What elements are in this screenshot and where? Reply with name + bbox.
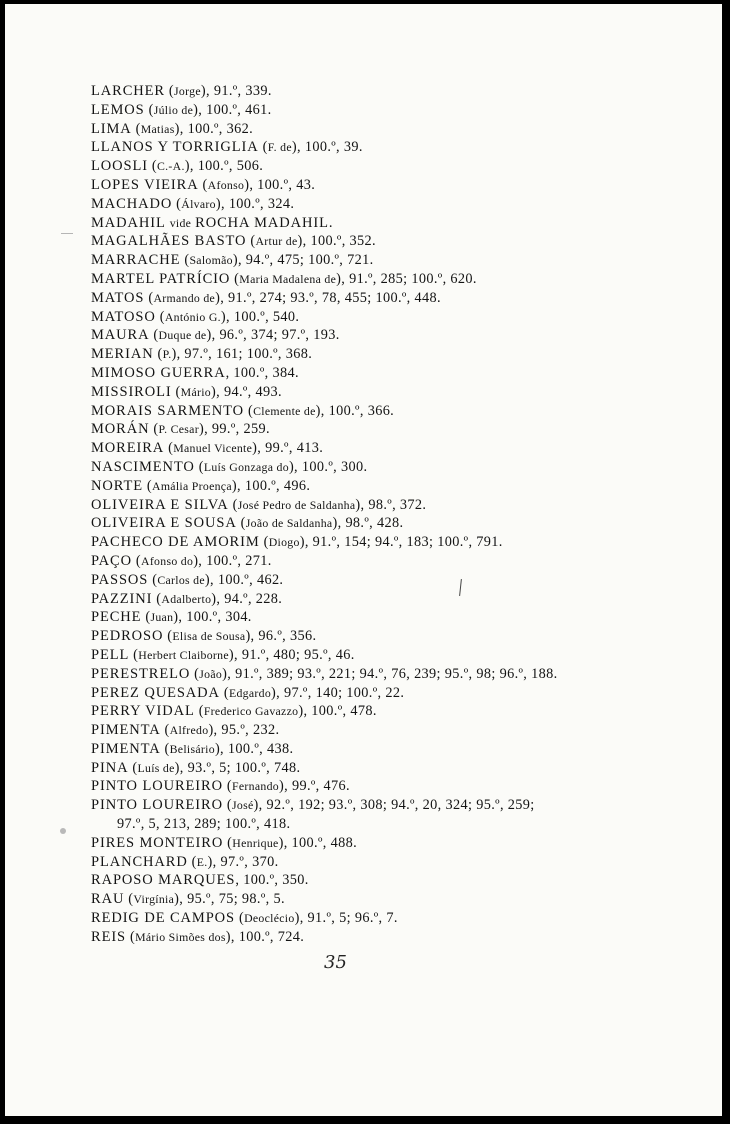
entry-name: MARRACHE xyxy=(91,252,181,269)
entry-detail: Afonso xyxy=(207,177,245,192)
index-entry: PERRY VIDAL (Frederico Gavazzo), 100.º, 478. xyxy=(91,703,377,720)
entry-refs: 100.º, 540. xyxy=(233,308,300,325)
entry-refs: 100.º, 324. xyxy=(228,195,295,212)
entry-name: RAPOSO MARQUES xyxy=(91,872,236,889)
entry-detail: Álvaro xyxy=(181,196,216,211)
entry-detail: Virgínia xyxy=(133,892,175,907)
entry-name: LARCHER xyxy=(91,83,165,99)
entry-detail: Clemente de xyxy=(253,403,316,418)
entry-refs: 99.º, 476. xyxy=(291,778,350,795)
margin-dot xyxy=(60,828,66,834)
index-entry: PACHECO DE AMORIM (Diogo), 91.º, 154; 94.º, 183; 100.º, 791. xyxy=(91,534,503,551)
entry-detail: Belisário xyxy=(169,741,215,756)
entry-detail: Luís Gonzaga do xyxy=(203,459,289,474)
index-entry: PASSOS (Carlos de), 100.º, 462. xyxy=(91,571,284,588)
entry-refs: 91.º, 389; 93.º, 221; 94.º, 76, 239; 95.º, 98; 96.º, 188. xyxy=(235,665,558,682)
index-entry: MAURA (Duque de), 96.º, 374; 97.º, 193. xyxy=(91,327,340,344)
entry-name: PELL xyxy=(91,646,130,663)
entry-name: PASSOS xyxy=(91,571,149,588)
entry-detail: Herbert Claiborne xyxy=(138,647,229,662)
entry-refs: 100.º, 43. xyxy=(257,176,316,193)
entry-name: PERRY VIDAL xyxy=(91,703,195,720)
entry-refs: 96.º, 356. xyxy=(258,628,317,645)
index-entry: MOREIRA (Manuel Vicente), 99.º, 413. xyxy=(91,440,324,457)
index-entry: LARCHER (Jorge), 91.º, 339. xyxy=(91,83,272,99)
entry-refs: 100.º, 350. xyxy=(243,872,309,889)
entry-name: MISSIROLI xyxy=(91,383,172,400)
entry-name: PIMENTA xyxy=(91,740,161,757)
entry-refs: 100.º, 362. xyxy=(187,120,254,137)
entry-detail: Mário Simões dos xyxy=(135,929,226,944)
index-entry: PIMENTA (Belisário), 100.º, 438. xyxy=(91,740,294,757)
entry-refs: 100.º, 462. xyxy=(217,571,284,588)
entry-name: MAURA xyxy=(91,327,150,344)
entry-detail: P. Cesar xyxy=(158,422,199,437)
index-entry: PIRES MONTEIRO (Henrique), 100.º, 488. xyxy=(91,834,358,851)
index-entry: PECHE (Juan), 100.º, 304. xyxy=(91,609,252,626)
entry-name: LIMA xyxy=(91,120,132,137)
entry-detail: Edgardo xyxy=(228,685,272,700)
entry-name: MERIAN xyxy=(91,346,154,363)
index-entry: REIS (Mário Simões dos), 100.º, 724. xyxy=(91,928,305,945)
entry-refs: 100.º, 724. xyxy=(238,928,305,945)
entry-detail: António G. xyxy=(164,309,221,324)
entry-detail: Manuel Vicente xyxy=(173,441,253,456)
entry-refs: 100.º, 496. xyxy=(244,477,311,494)
index-entry: PLANCHARD (E.), 97.º, 370. xyxy=(91,853,279,870)
entry-refs: 99.º, 413. xyxy=(265,440,324,457)
entry-refs: 100.º, 352. xyxy=(310,233,376,250)
entry-detail: Henrique xyxy=(232,835,279,850)
entry-detail: João de Saldanha xyxy=(245,516,333,531)
entry-refs: 95.º, 75; 98.º, 5. xyxy=(187,891,285,908)
index-entry: LIMA (Matias), 100.º, 362. xyxy=(91,120,254,137)
entry-refs: 97.º, 161; 100.º, 368. xyxy=(184,346,313,363)
index-entry: MORÁN (P. Cesar), 99.º, 259. xyxy=(91,421,270,438)
entry-name: PIRES MONTEIRO xyxy=(91,834,224,851)
entry-refs: 100.º, 300. xyxy=(301,458,368,475)
entry-detail: Amália Proença xyxy=(152,478,232,493)
index-entry: PIMENTA (Alfredo), 95.º, 232. xyxy=(91,722,280,739)
entry-name: OLIVEIRA E SOUSA xyxy=(91,515,237,532)
entry-refs: 100.º, 478. xyxy=(311,703,377,720)
entry-name: LOPES VIEIRA xyxy=(91,176,199,193)
entry-name: PEDROSO xyxy=(91,628,164,645)
index-entry: RAU (Virgínia), 95.º, 75; 98.º, 5. xyxy=(91,891,285,908)
index-entry: MAGALHÃES BASTO (Artur de), 100.º, 352. xyxy=(91,233,376,250)
margin-mark xyxy=(61,233,73,234)
entry-name: PLANCHARD xyxy=(91,853,188,870)
index-entry: NORTE (Amália Proença), 100.º, 496. xyxy=(91,477,311,494)
entry-refs: 94.º, 493. xyxy=(223,383,282,400)
index-entry: OLIVEIRA E SOUSA (João de Saldanha), 98.º, 428. xyxy=(91,515,404,532)
entry-detail: João xyxy=(199,666,223,681)
index-entry xyxy=(91,214,691,233)
index-entry: PINA (Luís de), 93.º, 5; 100.º, 748. xyxy=(91,759,301,776)
entry-refs: 100.º, 461. xyxy=(206,101,272,118)
entry-refs: 100.º, 488. xyxy=(291,834,358,851)
entry-refs: 91.º, 285; 100.º, 620. xyxy=(349,270,477,287)
entry-refs: 94.º, 475; 100.º, 721. xyxy=(245,252,374,269)
index-entry: RAPOSO MARQUES, 100.º, 350. xyxy=(91,872,309,889)
index-entry: PAÇO (Afonso do), 100.º, 271. xyxy=(91,552,272,569)
entry-refs: 100.º, 366. xyxy=(328,402,395,419)
entry-refs: ROCHA MADAHIL. xyxy=(195,214,334,231)
entry-name: MATOSO xyxy=(91,308,156,325)
entry-refs: 94.º, 228. xyxy=(224,590,283,607)
entry-refs: 91.º, 5; 96.º, 7. xyxy=(307,910,398,927)
entry-name: MOREIRA xyxy=(91,440,165,457)
entry-detail: Maria Madalena de xyxy=(239,271,337,286)
entry-refs: 98.º, 372. xyxy=(368,496,427,513)
entry-name: MARTEL PATRÍCIO xyxy=(91,270,231,287)
index-entry: MATOS (Armando de), 91.º, 274; 93.º, 78, 455; 100.º, 448. xyxy=(91,289,441,306)
entry-name: MORAIS SARMENTO xyxy=(91,402,245,419)
index-entry: PERESTRELO (João), 91.º, 389; 93.º, 221; 94.º, 76, 239; 95.º, 98; 96.º, 188. xyxy=(91,665,558,682)
entry-name: PACHECO DE AMORIM xyxy=(91,534,260,551)
entry-refs: 91.º, 339. xyxy=(213,83,272,99)
entry-detail: Diogo xyxy=(268,535,300,550)
entry-refs: 99.º, 259. xyxy=(211,421,270,438)
entry-refs: 91.º, 154; 94.º, 183; 100.º, 791. xyxy=(312,534,503,551)
entry-refs: 97.º, 140; 100.º, 22. xyxy=(284,684,405,701)
entry-detail: Luís de xyxy=(137,760,175,775)
entry-name: MORÁN xyxy=(91,421,150,438)
entry-name: PEREZ QUESADA xyxy=(91,684,220,701)
entry-name: MACHADO xyxy=(91,195,173,212)
index-entry: MARTEL PATRÍCIO (Maria Madalena de), 91.º, 285; 100.º, 620. xyxy=(91,270,477,287)
entry-detail: Frederico Gavazzo xyxy=(203,704,299,719)
entry-name: PINTO LOUREIRO xyxy=(91,797,223,814)
entry-refs: 97.º, 370. xyxy=(220,853,279,870)
index-entry: PINTO LOUREIRO (José), 92.º, 192; 93.º, 308; 94.º, 20, 324; 95.º, 259; 97.º, 5, 213, 289; 100.º, 418. xyxy=(91,796,691,834)
index-entry: PEREZ QUESADA (Edgardo), 97.º, 140; 100.º, 22. xyxy=(91,684,405,701)
entry-detail: C.-A. xyxy=(157,159,185,174)
entry-name: PAÇO xyxy=(91,552,132,569)
index-entry: LEMOS (Júlio de), 100.º, 461. xyxy=(91,101,272,118)
entry-name: MIMOSO GUERRA xyxy=(91,364,226,381)
index-entry: OLIVEIRA E SILVA (José Pedro de Saldanha), 98.º, 372. xyxy=(91,496,427,513)
index-entry: NASCIMENTO (Luís Gonzaga do), 100.º, 300. xyxy=(91,458,368,475)
entry-name: PERESTRELO xyxy=(91,665,191,682)
entry-detail: Matias xyxy=(140,121,175,136)
entry-detail: Júlio de xyxy=(153,102,194,117)
entry-name: MATOS xyxy=(91,289,145,306)
entry-detail: José xyxy=(232,798,254,813)
entry-name: REDIG DE CAMPOS xyxy=(91,910,236,927)
index-entries xyxy=(91,82,691,947)
entry-detail: Salomão xyxy=(189,253,233,268)
entry-refs: 93.º, 5; 100.º, 748. xyxy=(187,759,301,776)
entry-detail: Duque de xyxy=(158,328,207,343)
index-entry: MATOSO (António G.), 100.º, 540. xyxy=(91,308,300,325)
entry-refs: 100.º, 438. xyxy=(227,740,294,757)
entry-refs: 91.º, 480; 95.º, 46. xyxy=(241,646,355,663)
index-entry: LOPES VIEIRA (Afonso), 100.º, 43. xyxy=(91,176,316,193)
entry-detail: Fernando xyxy=(232,779,279,794)
entry-refs: 92.º, 192; 93.º, 308; 94.º, 20, 324; 95.º, 259; xyxy=(266,797,535,814)
index-entry: LLANOS Y TORRIGLIA (F. de), 100.º, 39. xyxy=(91,139,363,156)
entry-detail: P. xyxy=(162,347,172,362)
entry-detail: Deoclécio xyxy=(244,911,295,926)
entry-detail: Juan xyxy=(150,610,174,625)
index-entry: MISSIROLI (Mário), 94.º, 493. xyxy=(91,383,282,400)
index-entry: MERIAN (P.), 97.º, 161; 100.º, 368. xyxy=(91,346,313,363)
entry-name: PECHE xyxy=(91,609,142,626)
entry-name: NORTE xyxy=(91,477,143,494)
entry-refs: 100.º, 506. xyxy=(197,158,264,175)
entry-detail: Mário xyxy=(180,384,211,399)
entry-refs: 96.º, 374; 97.º, 193. xyxy=(219,327,340,344)
entry-detail: vide xyxy=(169,215,192,230)
index-entry: PEDROSO (Elisa de Sousa), 96.º, 356. xyxy=(91,628,317,645)
index-entry: PINTO LOUREIRO (Fernando), 99.º, 476. xyxy=(91,778,350,795)
entry-refs: 100.º, 304. xyxy=(186,609,252,626)
entry-detail: F. de xyxy=(267,140,292,155)
entry-refs: 100.º, 384. xyxy=(233,364,299,381)
entry-detail: Elisa de Sousa xyxy=(172,629,246,644)
page-number: 35 xyxy=(324,952,347,973)
index-entry: MARRACHE (Salomão), 94.º, 475; 100.º, 721. xyxy=(91,252,374,269)
entry-name: PINA xyxy=(91,759,129,776)
entry-name: MAGALHÃES BASTO xyxy=(91,233,247,250)
index-entry: MIMOSO GUERRA, 100.º, 384. xyxy=(91,364,299,381)
entry-name: PIMENTA xyxy=(91,722,161,739)
index-entry: MORAIS SARMENTO (Clemente de), 100.º, 366. xyxy=(91,402,395,419)
entry-detail: Jorge xyxy=(174,84,201,98)
entry-name: LOOSLI xyxy=(91,158,148,175)
entry-name: LLANOS Y TORRIGLIA xyxy=(91,139,259,156)
entry-detail: Armando de xyxy=(153,290,216,305)
entry-detail: Alfredo xyxy=(169,723,209,738)
entry-detail: Afonso do xyxy=(141,553,194,568)
entry-detail: Adalberto xyxy=(161,591,212,606)
index-page xyxy=(5,4,722,1116)
entry-detail: Carlos de xyxy=(157,572,205,587)
entry-detail: José Pedro de Saldanha xyxy=(237,497,356,512)
index-entry: PELL (Herbert Claiborne), 91.º, 480; 95.º, 46. xyxy=(91,646,355,663)
entry-detail: Artur de xyxy=(255,234,298,249)
entry-name: RAU xyxy=(91,891,125,908)
entry-refs: 98.º, 428. xyxy=(345,515,404,532)
entry-name: NASCIMENTO xyxy=(91,458,195,475)
index-entry: PAZZINI (Adalberto), 94.º, 228. xyxy=(91,590,283,607)
entry-refs: 91.º, 274; 93.º, 78, 455; 100.º, 448. xyxy=(228,289,441,306)
entry-name: REIS xyxy=(91,928,127,945)
entry-name: OLIVEIRA E SILVA xyxy=(91,496,229,513)
index-entry: MACHADO (Álvaro), 100.º, 324. xyxy=(91,195,295,212)
index-entry: REDIG DE CAMPOS (Deoclécio), 91.º, 5; 96.º, 7. xyxy=(91,910,398,927)
entry-name: PINTO LOUREIRO xyxy=(91,778,223,795)
entry-refs: 100.º, 39. xyxy=(304,139,363,156)
entry-name: LEMOS xyxy=(91,101,145,118)
entry-refs: 100.º, 271. xyxy=(206,552,272,569)
entry-refs-continued: 97.º, 5, 213, 289; 100.º, 418. xyxy=(117,816,291,833)
entry-refs: 95.º, 232. xyxy=(221,722,280,739)
index-entry: LOOSLI (C.-A.), 100.º, 506. xyxy=(91,158,264,175)
entry-detail: E. xyxy=(196,854,208,869)
entry-name: PAZZINI xyxy=(91,590,153,607)
entry-name: MADAHIL xyxy=(91,214,166,231)
